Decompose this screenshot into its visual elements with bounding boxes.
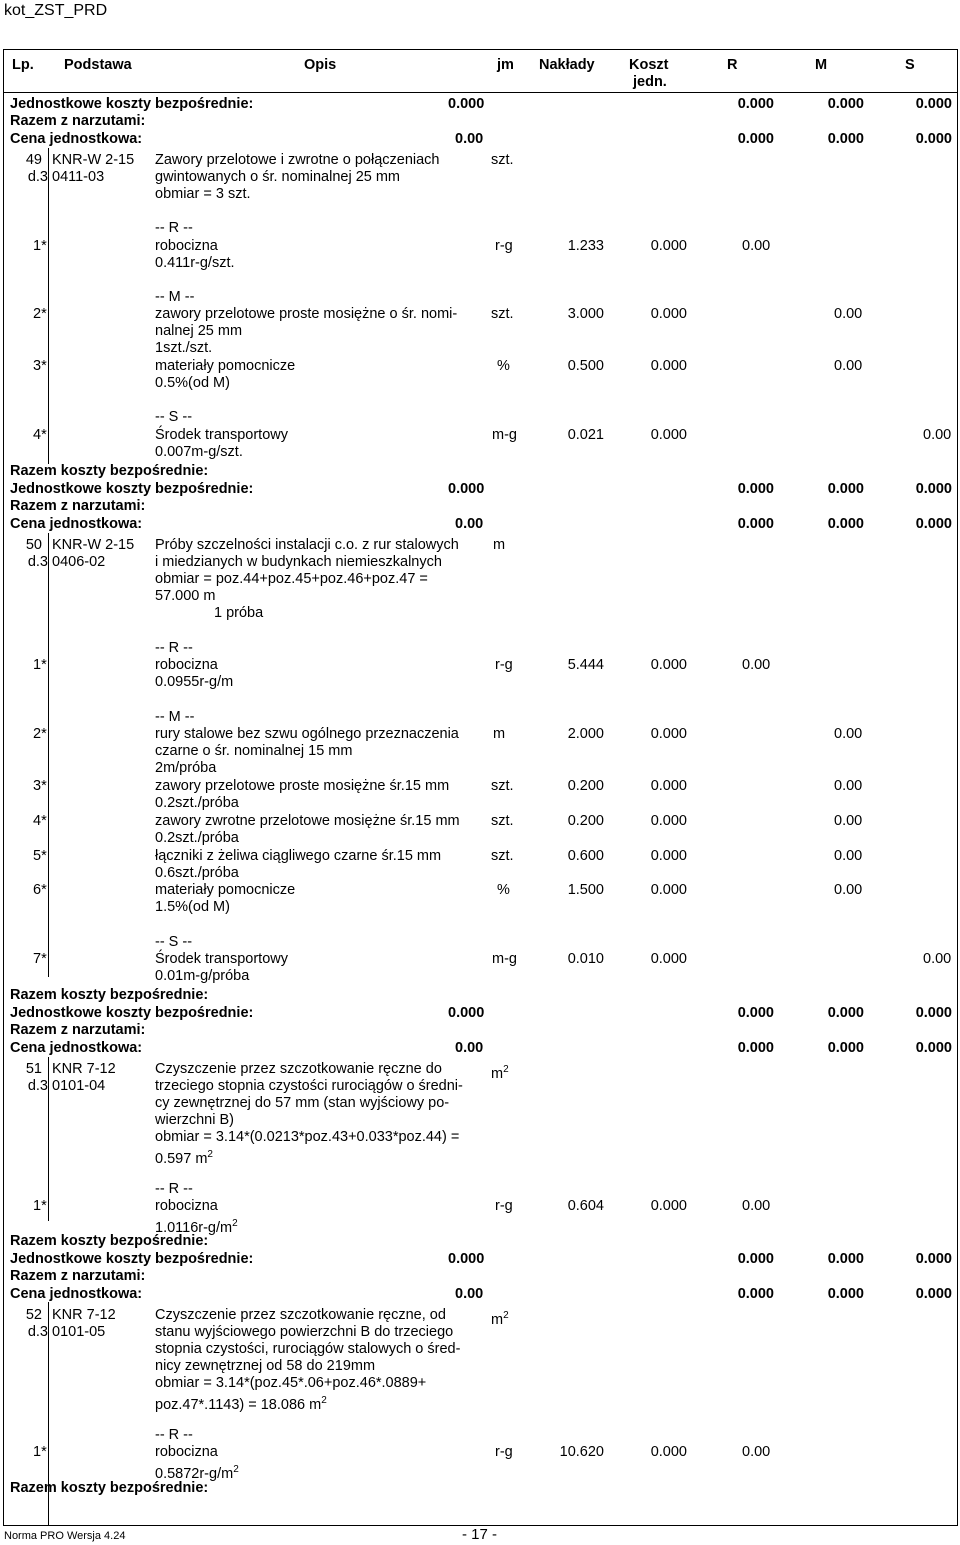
res-koszt: 0.000 bbox=[650, 427, 687, 443]
section-s-heading: -- S -- bbox=[155, 409, 193, 425]
item-jm: szt. bbox=[491, 152, 514, 168]
res-norm: 1.5%(od M) bbox=[155, 899, 230, 915]
summary-rkb-label: Razem koszty bezpośrednie: bbox=[10, 1233, 209, 1249]
summary-cj-value: 0.00 bbox=[455, 516, 484, 532]
res-jm: r-g bbox=[495, 657, 513, 673]
res-name: Środek transportowy bbox=[155, 951, 288, 967]
res-m: 0.00 bbox=[834, 726, 863, 742]
res-norm: 0.2szt./próba bbox=[155, 795, 239, 811]
col-divider-lp bbox=[48, 533, 49, 977]
summary-jkb-value: 0.000 bbox=[448, 96, 485, 112]
item-opis: stanu wyjściowego powierzchni B do trzeciego bbox=[155, 1324, 454, 1340]
item-podstawa: KNR 7-12 bbox=[52, 1061, 116, 1077]
res-naklady: 1.233 bbox=[567, 238, 604, 254]
summary-jkb-r: 0.000 bbox=[737, 1005, 774, 1021]
summary-jkb-s: 0.000 bbox=[915, 1251, 952, 1267]
section-m-heading: -- M -- bbox=[155, 709, 195, 725]
res-naklady: 10.620 bbox=[559, 1444, 604, 1460]
res-lp: 6* bbox=[33, 882, 47, 898]
summary-cj-label: Cena jednostkowa: bbox=[10, 516, 143, 532]
header-lp: Lp. bbox=[12, 57, 34, 73]
res-norm: 0.411r-g/szt. bbox=[155, 255, 235, 271]
item-lp: 49 bbox=[25, 152, 42, 168]
res-norm: 0.6szt./próba bbox=[155, 865, 239, 881]
res-name: nalnej 25 mm bbox=[155, 323, 243, 339]
section-r-heading: -- R -- bbox=[155, 1427, 193, 1443]
res-norm: 0.5%(od M) bbox=[155, 375, 230, 391]
summary-cj-s: 0.000 bbox=[915, 1286, 952, 1302]
summary-cj-m: 0.000 bbox=[827, 1286, 864, 1302]
summary-cj-value: 0.00 bbox=[455, 1286, 484, 1302]
superscript: 2 bbox=[207, 1149, 213, 1160]
res-jm: m-g bbox=[492, 427, 517, 443]
res-naklady: 1.500 bbox=[567, 882, 604, 898]
item-podstawa-code: 0411-03 bbox=[52, 169, 105, 185]
footer-software: Norma PRO Wersja 4.24 bbox=[4, 1530, 126, 1542]
summary-cj-m: 0.000 bbox=[827, 1040, 864, 1056]
item-lp: 52 bbox=[25, 1307, 42, 1323]
superscript: 2 bbox=[232, 1218, 238, 1229]
res-jm: szt. bbox=[491, 813, 514, 829]
res-name: materiały pomocnicze bbox=[155, 358, 296, 374]
summary-rzn-label: Razem z narzutami: bbox=[10, 1022, 146, 1038]
res-norm: 0.0955r-g/m bbox=[155, 674, 234, 690]
res-lp: 1* bbox=[33, 1198, 47, 1214]
item-obmiar: 57.000 m bbox=[155, 588, 216, 604]
res-m: 0.00 bbox=[834, 358, 863, 374]
header-m: M bbox=[815, 57, 828, 73]
item-opis: Zawory przelotowe i zwrotne o połączeniach bbox=[155, 152, 440, 168]
summary-jkb-m: 0.000 bbox=[827, 481, 864, 497]
res-name: robocizna bbox=[155, 1444, 218, 1460]
table-header-bottom-border bbox=[3, 92, 958, 93]
summary-jkb-r: 0.000 bbox=[737, 96, 774, 112]
res-naklady: 3.000 bbox=[567, 306, 604, 322]
summary-rzn-label: Razem z narzutami: bbox=[10, 1268, 146, 1284]
item-opis: stopnia czystości, rurociągów stalowych o śred- bbox=[155, 1341, 461, 1357]
res-name: robocizna bbox=[155, 1198, 218, 1214]
section-r-heading: -- R -- bbox=[155, 220, 193, 236]
table-right-border bbox=[957, 49, 958, 1525]
summary-cj-label: Cena jednostkowa: bbox=[10, 1286, 143, 1302]
col-divider-lp bbox=[48, 148, 49, 464]
header-naklady: Nakłady bbox=[539, 57, 595, 73]
res-naklady: 0.600 bbox=[567, 848, 604, 864]
res-koszt: 0.000 bbox=[650, 1198, 687, 1214]
summary-jkb-value: 0.000 bbox=[448, 481, 485, 497]
summary-cj-label: Cena jednostkowa: bbox=[10, 131, 143, 147]
table-left-border bbox=[3, 49, 4, 1525]
res-name: czarne o śr. nominalnej 15 mm bbox=[155, 743, 353, 759]
item-opis: nicy zewnętrznej od 58 do 219mm bbox=[155, 1358, 376, 1374]
res-norm: 0.01m-g/próba bbox=[155, 968, 250, 984]
res-jm: szt. bbox=[491, 306, 514, 322]
res-jm: % bbox=[497, 882, 510, 898]
summary-rkb-label: Razem koszty bezpośrednie: bbox=[10, 1480, 209, 1496]
res-name: robocizna bbox=[155, 657, 218, 673]
res-name: materiały pomocnicze bbox=[155, 882, 296, 898]
res-s: 0.00 bbox=[923, 427, 952, 443]
summary-jkb-s: 0.000 bbox=[915, 481, 952, 497]
res-name: robocizna bbox=[155, 238, 218, 254]
res-norm: 2m/próba bbox=[155, 760, 217, 776]
res-koszt: 0.000 bbox=[650, 951, 687, 967]
summary-jkb-value: 0.000 bbox=[448, 1005, 485, 1021]
summary-jkb-label: Jednostkowe koszty bezpośrednie: bbox=[10, 481, 254, 497]
res-naklady: 0.010 bbox=[567, 951, 604, 967]
res-lp: 1* bbox=[33, 238, 47, 254]
header-opis: Opis bbox=[304, 57, 337, 73]
summary-rzn-label: Razem z narzutami: bbox=[10, 113, 146, 129]
summary-jkb-s: 0.000 bbox=[915, 96, 952, 112]
item-obmiar bbox=[155, 1146, 213, 1168]
res-koszt: 0.000 bbox=[650, 306, 687, 322]
norm-value: 0.5872r-g/m bbox=[155, 1465, 234, 1482]
header-s: S bbox=[905, 57, 915, 73]
header-jm: jm bbox=[497, 57, 514, 73]
item-obmiar: obmiar = 3.14*(poz.45*.06+poz.46*.0889+ bbox=[155, 1375, 427, 1391]
summary-cj-r: 0.000 bbox=[737, 1286, 774, 1302]
res-lp: 1* bbox=[33, 1444, 47, 1460]
item-opis: Czyszczenie przez szczotkowanie ręczne, od bbox=[155, 1307, 446, 1323]
item-opis: Próby szczelności instalacji c.o. z rur stalowych bbox=[155, 537, 459, 553]
header-podstawa: Podstawa bbox=[64, 57, 132, 73]
summary-rzn-label: Razem z narzutami: bbox=[10, 498, 146, 514]
summary-jkb-m: 0.000 bbox=[827, 1251, 864, 1267]
res-lp: 2* bbox=[33, 306, 47, 322]
res-s: 0.00 bbox=[923, 951, 952, 967]
summary-cj-m: 0.000 bbox=[827, 516, 864, 532]
res-m: 0.00 bbox=[834, 848, 863, 864]
res-koszt: 0.000 bbox=[650, 778, 687, 794]
res-m: 0.00 bbox=[834, 813, 863, 829]
res-jm: r-g bbox=[495, 238, 513, 254]
res-koszt: 0.000 bbox=[650, 238, 687, 254]
item-jm bbox=[491, 1061, 509, 1083]
superscript: 2 bbox=[321, 1395, 327, 1406]
res-name: zawory przelotowe proste mosiężne śr.15 mm bbox=[155, 778, 450, 794]
res-koszt: 0.000 bbox=[650, 726, 687, 742]
res-name: zawory zwrotne przelotowe mosiężne śr.15 mm bbox=[155, 813, 460, 829]
obmiar-value: 0.597 m bbox=[155, 1150, 208, 1167]
item-podstawa: KNR-W 2-15 bbox=[52, 537, 135, 553]
superscript: 2 bbox=[503, 1064, 509, 1075]
res-naklady: 0.604 bbox=[567, 1198, 604, 1214]
summary-cj-label: Cena jednostkowa: bbox=[10, 1040, 143, 1056]
res-naklady: 0.200 bbox=[567, 778, 604, 794]
res-koszt: 0.000 bbox=[650, 657, 687, 673]
res-name: łączniki z żeliwa ciągliwego czarne śr.15 mm bbox=[155, 848, 442, 864]
document-title: kot_ZST_PRD bbox=[4, 2, 108, 19]
item-lp: 51 bbox=[25, 1061, 42, 1077]
section-s-heading: -- S -- bbox=[155, 934, 193, 950]
item-podstawa-code: 0101-05 bbox=[52, 1324, 106, 1340]
res-naklady: 0.200 bbox=[567, 813, 604, 829]
summary-jkb-label: Jednostkowe koszty bezpośrednie: bbox=[10, 96, 254, 112]
summary-cj-s: 0.000 bbox=[915, 516, 952, 532]
item-lp-d: d.3 bbox=[27, 554, 48, 570]
summary-jkb-r: 0.000 bbox=[737, 481, 774, 497]
item-podstawa: KNR-W 2-15 bbox=[52, 152, 135, 168]
res-lp: 4* bbox=[33, 813, 47, 829]
summary-jkb-value: 0.000 bbox=[448, 1251, 485, 1267]
res-koszt: 0.000 bbox=[650, 813, 687, 829]
item-podstawa-code: 0406-02 bbox=[52, 554, 106, 570]
superscript: 2 bbox=[503, 1310, 509, 1321]
table-top-border bbox=[3, 49, 958, 50]
norm-value: 1.0116r-g/m bbox=[155, 1219, 233, 1236]
res-lp: 1* bbox=[33, 657, 47, 673]
item-opis: trzeciego stopnia czystości rurociągów o średni- bbox=[155, 1078, 463, 1094]
summary-cj-r: 0.000 bbox=[737, 1040, 774, 1056]
item-jm bbox=[491, 1307, 509, 1329]
res-name: rury stalowe bez szwu ogólnego przeznaczenia bbox=[155, 726, 459, 742]
res-lp: 2* bbox=[33, 726, 47, 742]
summary-jkb-r: 0.000 bbox=[737, 1251, 774, 1267]
summary-cj-value: 0.00 bbox=[455, 131, 484, 147]
section-m-heading: -- M -- bbox=[155, 289, 195, 305]
res-jm: m-g bbox=[492, 951, 517, 967]
item-opis: wierzchni B) bbox=[155, 1112, 234, 1128]
res-naklady: 0.500 bbox=[567, 358, 604, 374]
res-naklady: 2.000 bbox=[567, 726, 604, 742]
res-norm: 1szt./szt. bbox=[155, 340, 213, 356]
res-lp: 4* bbox=[33, 427, 47, 443]
item-unit-note: 1 próba bbox=[214, 605, 264, 621]
unit: m bbox=[491, 1311, 504, 1328]
summary-cj-r: 0.000 bbox=[737, 131, 774, 147]
res-r: 0.00 bbox=[742, 1198, 771, 1214]
res-m: 0.00 bbox=[834, 882, 863, 898]
item-obmiar: obmiar = poz.44+poz.45+poz.46+poz.47 = bbox=[155, 571, 428, 587]
item-opis: i miedzianych w budynkach niemieszkalnych bbox=[155, 554, 442, 570]
unit: m bbox=[491, 1065, 504, 1082]
res-lp: 3* bbox=[33, 358, 47, 374]
res-name: zawory przelotowe proste mosiężne o śr. nomi- bbox=[155, 306, 458, 322]
res-naklady: 5.444 bbox=[567, 657, 604, 673]
res-m: 0.00 bbox=[834, 306, 863, 322]
item-podstawa-code: 0101-04 bbox=[52, 1078, 106, 1094]
res-naklady: 0.021 bbox=[567, 427, 604, 443]
item-jm: m bbox=[493, 537, 506, 553]
footer-page-number: - 17 - bbox=[462, 1526, 498, 1543]
res-jm: szt. bbox=[491, 778, 514, 794]
header-koszt: Koszt bbox=[629, 57, 669, 73]
res-name: Środek transportowy bbox=[155, 427, 288, 443]
summary-cj-s: 0.000 bbox=[915, 131, 952, 147]
summary-jkb-label: Jednostkowe koszty bezpośrednie: bbox=[10, 1005, 254, 1021]
item-lp-d: d.3 bbox=[27, 1078, 48, 1094]
summary-jkb-m: 0.000 bbox=[827, 96, 864, 112]
header-koszt-jedn: jedn. bbox=[633, 74, 667, 90]
summary-rkb-label: Razem koszty bezpośrednie: bbox=[10, 987, 209, 1003]
summary-jkb-s: 0.000 bbox=[915, 1005, 952, 1021]
summary-rkb-label: Razem koszty bezpośrednie: bbox=[10, 463, 209, 479]
summary-cj-m: 0.000 bbox=[827, 131, 864, 147]
res-r: 0.00 bbox=[742, 657, 771, 673]
res-lp: 7* bbox=[33, 951, 47, 967]
res-r: 0.00 bbox=[742, 238, 771, 254]
summary-cj-r: 0.000 bbox=[737, 516, 774, 532]
res-lp: 3* bbox=[33, 778, 47, 794]
section-r-heading: -- R -- bbox=[155, 1181, 193, 1197]
section-r-heading: -- R -- bbox=[155, 640, 193, 656]
summary-jkb-label: Jednostkowe koszty bezpośrednie: bbox=[10, 1251, 254, 1267]
item-obmiar: obmiar = 3.14*(0.0213*poz.43+0.033*poz.44) = bbox=[155, 1129, 460, 1145]
item-opis: gwintowanych o śr. nominalnej 25 mm bbox=[155, 169, 401, 185]
res-koszt: 0.000 bbox=[650, 1444, 687, 1460]
superscript: 2 bbox=[233, 1464, 239, 1475]
item-obmiar: obmiar = 3 szt. bbox=[155, 186, 251, 202]
res-r: 0.00 bbox=[742, 1444, 771, 1460]
col-divider-lp bbox=[48, 1057, 49, 1221]
item-opis: Czyszczenie przez szczotkowanie ręczne do bbox=[155, 1061, 442, 1077]
res-lp: 5* bbox=[33, 848, 47, 864]
res-m: 0.00 bbox=[834, 778, 863, 794]
item-opis: cy zewnętrznej do 57 mm (stan wyjściowy po- bbox=[155, 1095, 450, 1111]
res-koszt: 0.000 bbox=[650, 848, 687, 864]
res-koszt: 0.000 bbox=[650, 358, 687, 374]
item-lp: 50 bbox=[25, 537, 42, 553]
summary-jkb-m: 0.000 bbox=[827, 1005, 864, 1021]
summary-cj-value: 0.00 bbox=[455, 1040, 484, 1056]
item-lp-d: d.3 bbox=[27, 169, 48, 185]
res-jm: r-g bbox=[495, 1444, 513, 1460]
summary-cj-s: 0.000 bbox=[915, 1040, 952, 1056]
item-lp-d: d.3 bbox=[27, 1324, 48, 1340]
obmiar-value: poz.47*.1143) = 18.086 m bbox=[155, 1396, 322, 1413]
res-norm: 0.007m-g/szt. bbox=[155, 444, 243, 460]
item-podstawa: KNR 7-12 bbox=[52, 1307, 116, 1323]
res-jm: szt. bbox=[491, 848, 514, 864]
res-koszt: 0.000 bbox=[650, 882, 687, 898]
res-jm: m bbox=[493, 726, 506, 742]
res-jm: r-g bbox=[495, 1198, 513, 1214]
res-jm: % bbox=[497, 358, 510, 374]
item-obmiar bbox=[155, 1392, 327, 1414]
res-norm: 0.2szt./próba bbox=[155, 830, 239, 846]
header-r: R bbox=[727, 57, 738, 73]
